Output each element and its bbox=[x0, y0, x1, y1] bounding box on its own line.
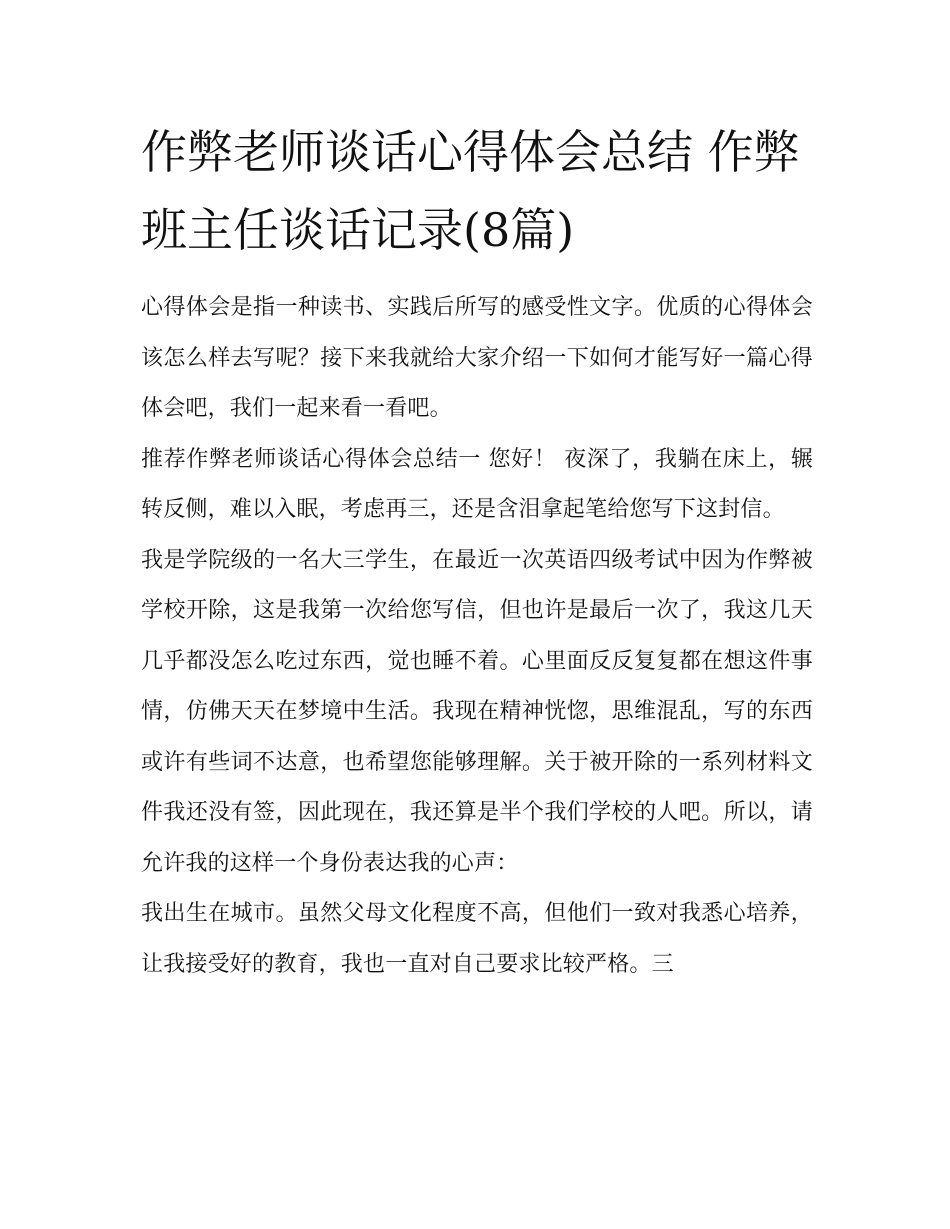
document-body bbox=[141, 113, 813, 990]
paragraph-background: 我是学院级的一名大三学生，在最近一次英语四级考试中因为作弊被学校开除，这是我第一次给您写信，但也许是最后一次了，我这几天几乎都没怎么吃过东西，觉也睡不着。心里面反反复复都在想这件事情，仿佛天天在梦境中生活。我现在精神恍惚，思维混乱，写的东西或许有些词不达意，也希望您能够理解。关于被开除的一系列材料文件我还没有签，因此现在，我还算是半个我们学校的人吧。所以，请允许我的这样一个身份表达我的心声： bbox=[141, 547, 813, 876]
paragraph-intro: 心得体会是指一种读书、实践后所写的感受性文字。优质的心得体会该怎么样去写呢？接下来我就给大家介绍一下如何才能写好一篇心得体会吧，我们一起来看一看吧。 bbox=[141, 295, 813, 421]
paragraph-letter-opening: 推荐作弊老师谈话心得体会总结一 您好！ 夜深了，我躺在床上，辗转反侧，难以入眠，考虑再三，还是含泪拿起笔给您写下这封信。 bbox=[141, 446, 813, 522]
paragraph-family: 我出生在城市。虽然父母文化程度不高，但他们一致对我悉心培养，让我接受好的教育，我也一直对自己要求比较严格。三 bbox=[141, 901, 813, 977]
document-title: 作弊老师谈话心得体会总结 作弊班主任谈话记录(8篇) bbox=[141, 125, 800, 257]
